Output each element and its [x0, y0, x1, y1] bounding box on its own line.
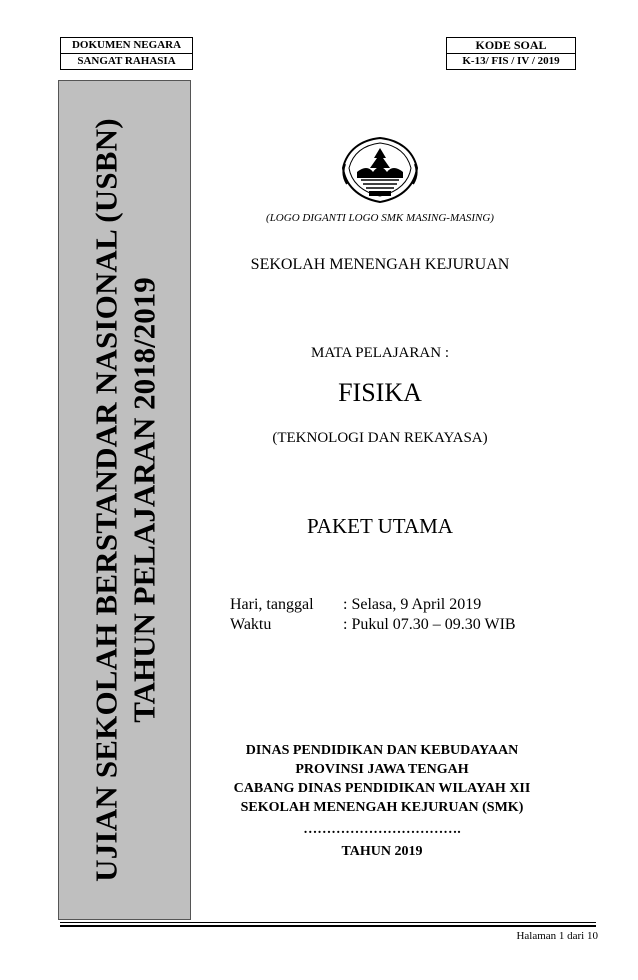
issuer-school-type: SEKOLAH MENENGAH KEJURUAN (SMK): [240, 800, 524, 815]
subject-title: FISIKA: [338, 378, 422, 407]
page-number: Halaman 1 dari 10: [516, 930, 598, 942]
kode-soal-value: K-13/ FIS / IV / 2019: [447, 53, 575, 69]
issuer-department: DINAS PENDIDIKAN DAN KEBUDAYAAN: [245, 743, 519, 758]
document-classification-box: [60, 37, 193, 70]
school-type: SEKOLAH MENENGAH KEJURUAN: [250, 256, 510, 273]
time-label: Waktu: [230, 616, 272, 633]
exam-side-banner: [58, 80, 191, 920]
province-emblem-icon: [339, 134, 421, 206]
banner-title: UJIAN SEKOLAH BERSTANDAR NASIONAL (USBN): [87, 118, 123, 882]
footer-divider-thick: [60, 925, 596, 927]
date-label: Hari, tanggal: [230, 596, 314, 613]
issuer-branch: CABANG DINAS PENDIDIKAN WILAYAH XII: [233, 781, 531, 796]
banner-year: TAHUN PELAJARAN 2018/2019: [125, 277, 161, 723]
footer-divider: [60, 922, 596, 923]
logo-note: (LOGO DIGANTI LOGO SMK MASING-MASING): [266, 212, 494, 224]
time-value: : Pukul 07.30 – 09.30 WIB: [343, 616, 516, 633]
doc-class-line2: SANGAT RAHASIA: [61, 53, 192, 69]
issuer-school-name-blank: …………………………….: [303, 822, 461, 837]
subject-label: MATA PELAJARAN :: [311, 345, 449, 361]
issuer-province: PROVINSI JAWA TENGAH: [295, 762, 469, 777]
doc-class-line1: DOKUMEN NEGARA: [71, 39, 182, 51]
date-value: : Selasa, 9 April 2019: [343, 596, 482, 613]
subject-subtitle: (TEKNOLOGI DAN REKAYASA): [272, 430, 488, 446]
issuer-year: TAHUN 2019: [341, 844, 423, 859]
package-label: PAKET UTAMA: [307, 514, 453, 538]
question-code-box: [446, 37, 576, 70]
kode-soal-label: KODE SOAL: [475, 38, 547, 52]
